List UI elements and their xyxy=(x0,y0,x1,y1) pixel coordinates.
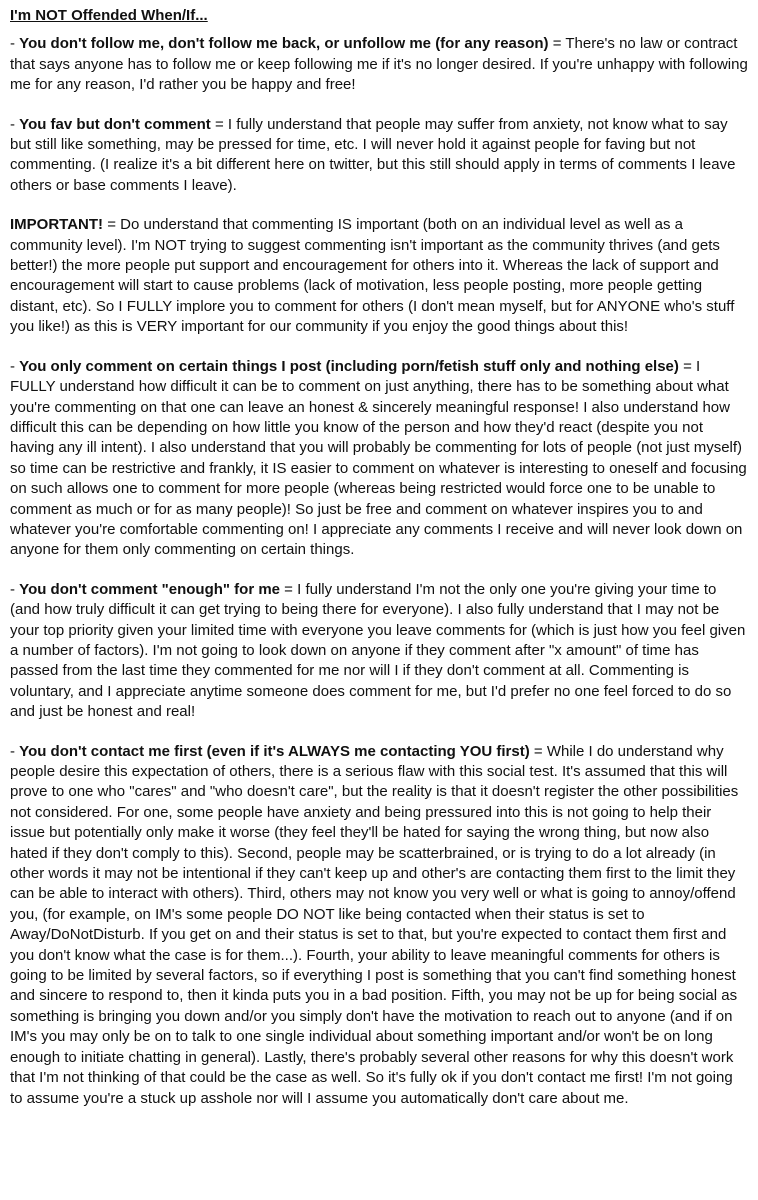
section-heading: IMPORTANT! xyxy=(10,216,104,234)
section-prefix: - xyxy=(10,115,20,133)
section-heading: You don't comment "enough" for me xyxy=(19,580,281,598)
section-heading: You don't contact me first (even if it's ALWAYS me contacting YOU first) xyxy=(19,742,530,760)
section-body: = I fully understand I'm not the only one you're giving your time to (and how truly difficult it can get trying to being there for everyone). I also fully understand that I may not be your top priority given your limited time with everyone you leave comments for (which is just how you feel given a number of factors). I'm not going to look down on anyone if they comment after "x amount" of time has passed from the last time they commented for me nor will I if they don't comment at all. Commenting is voluntary, and I appreciate anytime someone does comment for me, but I'd prefer no one feel forced to do so and just be honest and real! xyxy=(10,580,746,721)
section-prefix: - xyxy=(10,580,20,598)
section-prefix: - xyxy=(10,742,20,760)
section-unfollow xyxy=(10,34,748,95)
section-body: = I FULLY understand how difficult it can be to comment on just anything, there has to be something about what you're commenting on that one can leave an honest & sincerely meaningful response! I also understand how difficult this can be depending on how little you know of the person and how they'd react (despite you not having any ill intent). I also understand that you will probably be commenting for lots of people (not just myself) so time can be restrictive and frankly, it IS easier to comment on whatever is interesting to oneself and focusing on such allows one to comment for more people (whereas being restricted would force one to be unable to comment as much or for as many people)! So just be free and comment on whatever inspires you to and whatever you're comfortable commenting on! I appreciate any comments I receive and will never look down on anyone for them only commenting on certain things. xyxy=(10,357,747,559)
section-body: = While I do understand why people desire this expectation of others, there is a serious flaw with this social test. It's assumed that this will prove to one who "cares" and "who doesn't care", but the reality is that it doesn't register the other possibilities not considered. For one, some people have anxiety and being pressured into this is not going to help their issue but potentially only make it worse (they feel they'll be hated for saying the wrong thing, but now also hated if they don't comply to this). Second, people may be scatterbrained, or is trying to do a lot already (in other words it may not be intentional if they can't keep up and other's are contacting them first to the limit they can be able to interact with others). Third, others may not know you very well or what is going to annoy/offend you, (for example, on IM's some people DO NOT like being contacted when their status is set to Away/DoNotDisturb. If you get on and their status is set to that, but you're expected to contact them first and you don't know what the case is for them...). Fourth, your ability to leave meaningful comments for others is going to be limited by several factors, so if everything I post is something that you can't find something honest and sincere to respond to, then it kinda puts you in a bad position. Fifth, you may not be up for being social as something is bringing you down and/or you simply don't have the motivation to reach out to anyone (and if on IM's you may only be on to talk to one single individual about something important and/or won't be on long enough to initiate chatting in general). Lastly, there's probably several other reasons for why this doesn't work that I'm not thinking of that could be the case as well. So it's fully ok if you don't contact me first! I'm not going to assume you're a stuck up asshole nor will I assume you automatically don't care about me. xyxy=(10,742,739,1107)
section-prefix: - xyxy=(10,35,20,53)
section-certain-things xyxy=(10,357,748,561)
section-contact-first xyxy=(10,742,748,1109)
section-important xyxy=(10,215,748,337)
section-fav-no-comment xyxy=(10,115,748,197)
section-heading: You only comment on certain things I post (including porn/fetish stuff only and nothing else) xyxy=(19,357,679,375)
section-prefix: - xyxy=(10,357,20,375)
section-comment-enough xyxy=(10,580,748,723)
section-heading: You don't follow me, don't follow me back, or unfollow me (for any reason) xyxy=(19,35,549,53)
section-body: = There's no law or contract that says anyone has to follow me or keep following me if it's no longer desired. If you're unhappy with following me for any reason, I'd rather you be happy and free! xyxy=(10,35,748,94)
section-heading: You fav but don't comment xyxy=(19,115,211,133)
section-body: = I fully understand that people may suffer from anxiety, not know what to say but still like something, may be pressed for time, etc. I will never hold it against people for faving but not commenting. (I realize it's a bit different here on twitter, but this still should apply in terms of comments I leave others or base comments I leave). xyxy=(10,115,736,194)
document-title: I'm NOT Offended When/If... xyxy=(10,7,208,24)
section-body: = Do understand that commenting IS important (both on an individual level as well as a community level). I'm NOT trying to suggest commenting isn't important as the community thrives (and gets better!) the more people put support and encouragement for others into it. Whereas the lack of support and encouragement will start to cause problems (lack of motivation, less people posting, more people getting distant, etc). So I FULLY implore you to comment for others (I don't mean myself, but for ANYONE who's stuff you like!) as this is VERY important for our community if you enjoy the good things about this! xyxy=(10,216,735,336)
